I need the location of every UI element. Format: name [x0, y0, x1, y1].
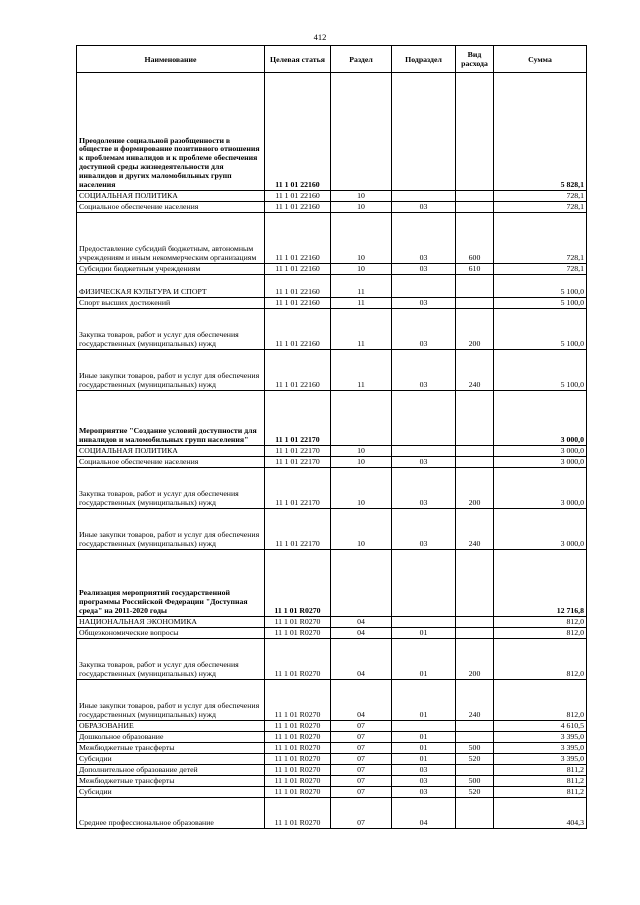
row-section-cell: 10 — [331, 457, 392, 468]
row-subsection-cell: 03 — [392, 350, 456, 391]
row-name-cell: Преодоление социальной разобщенности в обществе и формирование позитивного отношения к проблемам инвалидов и к проблеме обеспечения доступной среды жизнедеятельности для инвалидов и других маломобильных групп населения — [77, 73, 265, 191]
row-code-cell: 11 1 01 R0270 — [265, 787, 331, 798]
row-sum-cell: 5 100,0 — [494, 275, 587, 298]
table-row — [77, 617, 587, 628]
row-name-cell: Субсидии бюджетным учреждениям — [77, 264, 265, 275]
row-code-cell: 11 1 01 22160 — [265, 213, 331, 264]
row-name-cell: Дополнительное образование детей — [77, 765, 265, 776]
table-header-row — [77, 46, 587, 73]
row-sum-cell: 811,2 — [494, 765, 587, 776]
row-subsection-cell: 01 — [392, 732, 456, 743]
budget-table — [76, 45, 587, 829]
row-code-cell: 11 1 01 22160 — [265, 275, 331, 298]
row-expense-type-cell: 200 — [456, 639, 494, 680]
row-name-cell: СОЦИАЛЬНАЯ ПОЛИТИКА — [77, 446, 265, 457]
row-sum-cell: 811,2 — [494, 776, 587, 787]
row-expense-type-cell: 600 — [456, 213, 494, 264]
header-expense-type: Вид расхода — [456, 46, 494, 73]
row-code-cell: 11 1 01 R0270 — [265, 721, 331, 732]
row-name-cell: Дошкольное образование — [77, 732, 265, 743]
row-sum-cell: 4 610,5 — [494, 721, 587, 732]
table-row — [77, 391, 587, 446]
row-code-cell: 11 1 01 R0270 — [265, 550, 331, 617]
table-row — [77, 550, 587, 617]
table-row — [77, 639, 587, 680]
row-name-cell: НАЦИОНАЛЬНАЯ ЭКОНОМИКА — [77, 617, 265, 628]
row-sum-cell: 5 100,0 — [494, 298, 587, 309]
row-expense-type-cell — [456, 732, 494, 743]
row-subsection-cell — [392, 721, 456, 732]
row-code-cell: 11 1 01 22160 — [265, 191, 331, 202]
row-subsection-cell — [392, 550, 456, 617]
row-code-cell: 11 1 01 R0270 — [265, 776, 331, 787]
row-expense-type-cell — [456, 550, 494, 617]
page-number: 412 — [313, 32, 327, 42]
row-expense-type-cell — [456, 73, 494, 191]
row-subsection-cell: 03 — [392, 468, 456, 509]
row-code-cell: 11 1 01 22170 — [265, 391, 331, 446]
row-section-cell: 07 — [331, 732, 392, 743]
row-subsection-cell — [392, 191, 456, 202]
row-name-cell: Предоставление субсидий бюджетным, автономным учреждениям и иным некоммерческим организациям — [77, 213, 265, 264]
row-code-cell: 11 1 01 22160 — [265, 309, 331, 350]
row-section-cell: 07 — [331, 754, 392, 765]
table-row — [77, 743, 587, 754]
row-section-cell: 11 — [331, 298, 392, 309]
row-subsection-cell — [392, 391, 456, 446]
row-subsection-cell: 03 — [392, 776, 456, 787]
row-code-cell: 11 1 01 22170 — [265, 509, 331, 550]
row-code-cell: 11 1 01 22160 — [265, 73, 331, 191]
row-section-cell: 10 — [331, 446, 392, 457]
table-body — [77, 73, 587, 829]
table-row — [77, 765, 587, 776]
table-row — [77, 73, 587, 191]
row-code-cell: 11 1 01 22160 — [265, 298, 331, 309]
row-code-cell: 11 1 01 R0270 — [265, 798, 331, 829]
row-name-cell: Среднее профессиональное образование — [77, 798, 265, 829]
row-subsection-cell: 01 — [392, 754, 456, 765]
row-section-cell: 10 — [331, 509, 392, 550]
row-section-cell — [331, 550, 392, 617]
row-subsection-cell: 01 — [392, 639, 456, 680]
row-name-cell: Иные закупки товаров, работ и услуг для обеспечения государственных (муниципальных) нужд — [77, 350, 265, 391]
table-row — [77, 680, 587, 721]
row-subsection-cell: 03 — [392, 787, 456, 798]
row-subsection-cell: 03 — [392, 213, 456, 264]
row-section-cell: 07 — [331, 776, 392, 787]
row-subsection-cell: 03 — [392, 457, 456, 468]
row-sum-cell: 3 000,0 — [494, 468, 587, 509]
row-name-cell: Закупка товаров, работ и услуг для обеспечения государственных (муниципальных) нужд — [77, 468, 265, 509]
row-sum-cell: 3 000,0 — [494, 446, 587, 457]
row-name-cell: Социальное обеспечение населения — [77, 457, 265, 468]
row-code-cell: 11 1 01 R0270 — [265, 765, 331, 776]
table-row — [77, 213, 587, 264]
table-row — [77, 721, 587, 732]
row-expense-type-cell — [456, 191, 494, 202]
row-code-cell: 11 1 01 22160 — [265, 350, 331, 391]
header-subsection: Подраздел — [392, 46, 456, 73]
row-name-cell: Общеэкономические вопросы — [77, 628, 265, 639]
row-section-cell: 07 — [331, 787, 392, 798]
row-section-cell: 10 — [331, 468, 392, 509]
header-code: Целевая статья — [265, 46, 331, 73]
table-row — [77, 298, 587, 309]
table-row — [77, 798, 587, 829]
row-subsection-cell: 03 — [392, 264, 456, 275]
row-subsection-cell — [392, 73, 456, 191]
row-expense-type-cell: 520 — [456, 787, 494, 798]
row-section-cell — [331, 73, 392, 191]
row-code-cell: 11 1 01 R0270 — [265, 680, 331, 721]
row-sum-cell: 728,1 — [494, 202, 587, 213]
table-row — [77, 776, 587, 787]
row-section-cell: 07 — [331, 743, 392, 754]
row-subsection-cell: 01 — [392, 743, 456, 754]
row-expense-type-cell: 520 — [456, 754, 494, 765]
row-expense-type-cell: 200 — [456, 468, 494, 509]
row-name-cell: Спорт высших достижений — [77, 298, 265, 309]
row-expense-type-cell: 500 — [456, 743, 494, 754]
row-expense-type-cell — [456, 275, 494, 298]
row-name-cell: Закупка товаров, работ и услуг для обеспечения государственных (муниципальных) нужд — [77, 309, 265, 350]
row-expense-type-cell — [456, 202, 494, 213]
row-section-cell: 07 — [331, 721, 392, 732]
row-name-cell: ФИЗИЧЕСКАЯ КУЛЬТУРА И СПОРТ — [77, 275, 265, 298]
row-expense-type-cell — [456, 721, 494, 732]
row-sum-cell: 3 395,0 — [494, 743, 587, 754]
row-subsection-cell — [392, 617, 456, 628]
row-expense-type-cell: 240 — [456, 509, 494, 550]
row-code-cell: 11 1 01 R0270 — [265, 628, 331, 639]
row-expense-type-cell — [456, 765, 494, 776]
row-expense-type-cell: 240 — [456, 680, 494, 721]
row-name-cell: Межбюджетные трансферты — [77, 743, 265, 754]
row-section-cell: 07 — [331, 765, 392, 776]
row-code-cell: 11 1 01 R0270 — [265, 639, 331, 680]
row-subsection-cell: 01 — [392, 680, 456, 721]
row-expense-type-cell — [456, 298, 494, 309]
row-section-cell: 11 — [331, 309, 392, 350]
row-sum-cell: 3 000,0 — [494, 509, 587, 550]
row-expense-type-cell — [456, 617, 494, 628]
table-row — [77, 309, 587, 350]
row-name-cell: Межбюджетные трансферты — [77, 776, 265, 787]
row-sum-cell: 728,1 — [494, 191, 587, 202]
row-code-cell: 11 1 01 22170 — [265, 468, 331, 509]
row-subsection-cell: 04 — [392, 798, 456, 829]
row-section-cell: 04 — [331, 628, 392, 639]
row-expense-type-cell — [456, 798, 494, 829]
row-subsection-cell: 03 — [392, 298, 456, 309]
table-row — [77, 446, 587, 457]
row-subsection-cell: 03 — [392, 202, 456, 213]
row-subsection-cell: 03 — [392, 765, 456, 776]
row-section-cell: 04 — [331, 680, 392, 721]
row-expense-type-cell: 200 — [456, 309, 494, 350]
table-row — [77, 628, 587, 639]
row-subsection-cell: 01 — [392, 628, 456, 639]
row-expense-type-cell — [456, 391, 494, 446]
row-code-cell: 11 1 01 R0270 — [265, 743, 331, 754]
row-sum-cell: 812,0 — [494, 628, 587, 639]
row-sum-cell: 728,1 — [494, 213, 587, 264]
row-sum-cell: 12 716,8 — [494, 550, 587, 617]
row-sum-cell: 5 100,0 — [494, 350, 587, 391]
row-name-cell: ОБРАЗОВАНИЕ — [77, 721, 265, 732]
row-sum-cell: 404,3 — [494, 798, 587, 829]
table-row — [77, 191, 587, 202]
row-code-cell: 11 1 01 R0270 — [265, 617, 331, 628]
row-subsection-cell — [392, 446, 456, 457]
row-sum-cell: 812,0 — [494, 680, 587, 721]
table-row — [77, 202, 587, 213]
row-section-cell: 10 — [331, 191, 392, 202]
table-row — [77, 275, 587, 298]
row-name-cell: Мероприятие "Создание условий доступности для инвалидов и маломобильных групп населения" — [77, 391, 265, 446]
row-sum-cell: 811,2 — [494, 787, 587, 798]
row-sum-cell: 3 395,0 — [494, 754, 587, 765]
table-row — [77, 509, 587, 550]
header-section: Раздел — [331, 46, 392, 73]
row-section-cell: 10 — [331, 202, 392, 213]
row-expense-type-cell: 610 — [456, 264, 494, 275]
table-row — [77, 350, 587, 391]
row-expense-type-cell — [456, 446, 494, 457]
row-name-cell: Субсидии — [77, 754, 265, 765]
row-sum-cell: 3 395,0 — [494, 732, 587, 743]
row-sum-cell: 812,0 — [494, 617, 587, 628]
row-sum-cell: 728,1 — [494, 264, 587, 275]
row-section-cell: 04 — [331, 617, 392, 628]
table-row — [77, 457, 587, 468]
row-sum-cell: 3 000,0 — [494, 457, 587, 468]
row-expense-type-cell — [456, 457, 494, 468]
row-name-cell: Реализация мероприятий государственной программы Российской Федерации "Доступная среда" на 2011-2020 годы — [77, 550, 265, 617]
row-sum-cell: 5 828,1 — [494, 73, 587, 191]
row-section-cell: 04 — [331, 639, 392, 680]
row-section-cell — [331, 391, 392, 446]
row-name-cell: Субсидии — [77, 787, 265, 798]
header-name: Наименование — [77, 46, 265, 73]
row-section-cell: 11 — [331, 275, 392, 298]
row-code-cell: 11 1 01 R0270 — [265, 754, 331, 765]
header-sum: Сумма — [494, 46, 587, 73]
row-subsection-cell: 03 — [392, 509, 456, 550]
table-row — [77, 264, 587, 275]
row-name-cell: Иные закупки товаров, работ и услуг для обеспечения государственных (муниципальных) нужд — [77, 680, 265, 721]
row-name-cell: СОЦИАЛЬНАЯ ПОЛИТИКА — [77, 191, 265, 202]
row-sum-cell: 812,0 — [494, 639, 587, 680]
row-sum-cell: 5 100,0 — [494, 309, 587, 350]
table-row — [77, 787, 587, 798]
row-section-cell: 11 — [331, 350, 392, 391]
row-code-cell: 11 1 01 22160 — [265, 202, 331, 213]
row-subsection-cell: 03 — [392, 309, 456, 350]
table-row — [77, 732, 587, 743]
row-section-cell: 10 — [331, 213, 392, 264]
row-name-cell: Социальное обеспечение населения — [77, 202, 265, 213]
row-expense-type-cell: 240 — [456, 350, 494, 391]
row-code-cell: 11 1 01 22170 — [265, 457, 331, 468]
row-expense-type-cell — [456, 628, 494, 639]
row-subsection-cell — [392, 275, 456, 298]
table-row — [77, 754, 587, 765]
row-code-cell: 11 1 01 22160 — [265, 264, 331, 275]
row-code-cell: 11 1 01 R0270 — [265, 732, 331, 743]
row-sum-cell: 3 000,0 — [494, 391, 587, 446]
row-name-cell: Закупка товаров, работ и услуг для обеспечения государственных (муниципальных) нужд — [77, 639, 265, 680]
row-section-cell: 10 — [331, 264, 392, 275]
row-code-cell: 11 1 01 22170 — [265, 446, 331, 457]
row-name-cell: Иные закупки товаров, работ и услуг для обеспечения государственных (муниципальных) нужд — [77, 509, 265, 550]
row-expense-type-cell: 500 — [456, 776, 494, 787]
row-section-cell: 07 — [331, 798, 392, 829]
table-row — [77, 468, 587, 509]
